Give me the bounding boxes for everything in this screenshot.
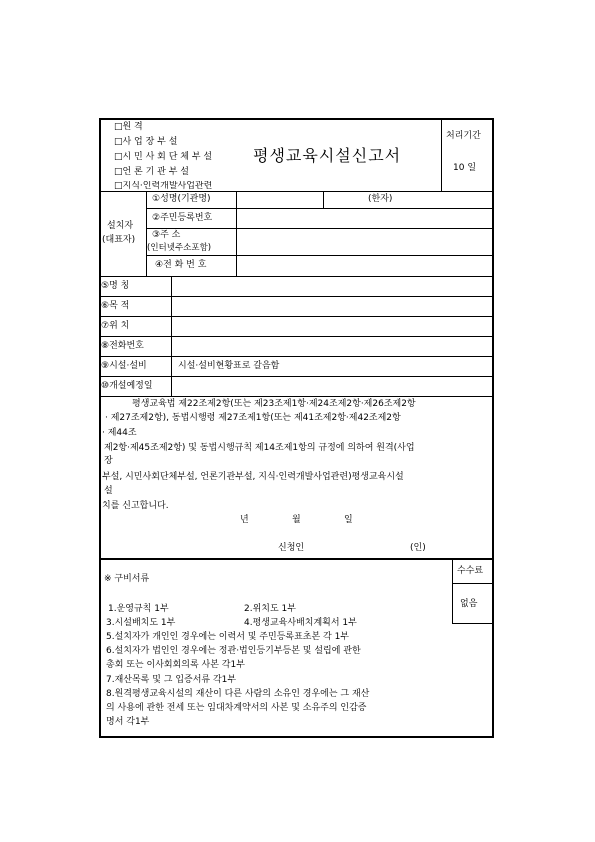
field-label-facilities: ⑨시설·설비	[101, 361, 147, 371]
document-item-6-cont: 총회 또는 이사회회의록 사본 각1부	[106, 660, 245, 670]
document-item-1: 1.운영규칙 1부	[108, 604, 169, 614]
applicant-row-line-1	[146, 208, 493, 209]
field-line-3	[99, 336, 494, 337]
id-label: ②주민등록번호	[152, 213, 213, 223]
document-item-6: 6.설치자가 법인인 경우에는 정관·법인등기부등본 및 설립에 관한	[106, 646, 361, 656]
document-item-8-cont-2: 명서 각1부	[106, 717, 150, 727]
address-sub-label: (인터넷주소포함)	[147, 243, 212, 253]
hanja-divider	[323, 191, 324, 208]
document-item-3: 3.시설배치도 1부	[106, 618, 176, 628]
statement-line-3: · 제44조	[102, 428, 137, 438]
checkbox-workplace[interactable]: □사 업 장 부 설	[114, 137, 178, 147]
header-bottom-line	[99, 191, 494, 192]
applicant-signature-label: 신청인	[278, 543, 305, 553]
field-label-name: ⑤명 칭	[101, 281, 130, 291]
seal-label: (인)	[410, 543, 426, 553]
processing-value: 10 일	[453, 163, 477, 173]
date-month: 월	[292, 515, 301, 525]
applicant-bottom-line	[99, 276, 494, 277]
statement-line-1: 평생교육법 제22조제2항(또는 제23조제1항·제24조제2항·제26조제2항	[132, 399, 416, 409]
border-bottom	[99, 736, 494, 738]
statement-line-4: 제2항·제45조제2항) 및 동법시행규칙 제14조제1항의 규정에 의하여 원격(사업	[104, 443, 415, 453]
statement-line-6: 부설, 시민사회단체부설, 언론기관부설, 지식·인력개발사업관련)평생교육시설	[102, 472, 404, 482]
documents-title: ※ 구비서류	[104, 574, 150, 584]
name-label: ①성명(기관명)	[152, 194, 211, 204]
address-label: ③주 소	[152, 230, 181, 240]
document-item-5: 5.설치자가 개인인 경우에는 이력서 및 주민등록표초본 각 1부	[106, 632, 349, 642]
phone-label: ④전 화 번 호	[155, 260, 207, 270]
fee-label: 수수료	[457, 566, 484, 576]
document-item-8: 8.원격평생교육시설의 재산이 다른 사람의 소유인 경우에는 그 재산	[106, 689, 370, 699]
checkbox-press[interactable]: □언 론 기 관 부 설	[114, 167, 189, 177]
hanja-label: (한자)	[368, 194, 393, 204]
field-line-2	[99, 316, 494, 317]
date-day: 일	[344, 515, 353, 525]
field-line-4	[99, 356, 494, 357]
field-label-phone: ⑧전화번호	[101, 341, 144, 351]
field-line-5	[99, 376, 494, 377]
border-left	[99, 118, 101, 738]
fee-value: 없음	[460, 599, 478, 609]
fee-divider	[452, 559, 453, 624]
fields-bottom-line	[99, 396, 494, 397]
applicant-group-divider	[146, 191, 147, 276]
field-label-open-date: ⑩개설예정일	[101, 381, 153, 391]
applicant-label-divider	[236, 191, 237, 276]
statement-line-7: 설	[104, 486, 113, 496]
checkbox-knowledge[interactable]: □지식·인력개발사업관련	[114, 181, 213, 190]
applicant-row-line-2	[146, 228, 493, 229]
header-divider	[441, 118, 442, 192]
document-item-4: 4.평생교육사배치계획서 1부	[244, 618, 357, 628]
fee-mid-line	[452, 583, 493, 584]
field-label-location: ⑦위 치	[101, 321, 130, 331]
border-top	[99, 118, 494, 120]
border-right	[492, 118, 494, 738]
document-item-8-cont-1: 의 사용에 관한 전세 또는 임대차계약서의 사본 및 소유주의 인감증	[106, 703, 367, 713]
form-title: 평생교육시설신고서	[253, 146, 402, 165]
document-item-2: 2.위치도 1부	[244, 604, 296, 614]
applicant-group-sub: (대표자)	[102, 235, 136, 245]
applicant-group-label: 설치자	[107, 221, 134, 231]
checkbox-remote[interactable]: □원 격	[114, 122, 143, 132]
processing-label: 처리기간	[446, 131, 481, 141]
applicant-row-line-3	[146, 255, 493, 256]
date-year: 년	[240, 515, 249, 525]
checkbox-civic[interactable]: □시 민 사 회 단 체 부 설	[114, 152, 213, 162]
field-label-purpose: ⑥목 적	[101, 301, 130, 311]
statement-line-8: 치를 신고합니다.	[102, 501, 169, 511]
document-item-7: 7.재산목록 및 그 입증서류 각1부	[106, 675, 237, 685]
field-value-facilities: 시설·설비현황표로 갈음함	[178, 361, 280, 371]
statement-line-2: · 제27조제2항), 동법시행령 제27조제1항(또는 제41조제2항·제42조제2항	[105, 413, 401, 423]
statement-line-5: 장	[104, 456, 113, 466]
fee-bottom-line	[452, 623, 493, 624]
field-line-1	[99, 296, 494, 297]
statement-bottom-line	[99, 558, 494, 560]
